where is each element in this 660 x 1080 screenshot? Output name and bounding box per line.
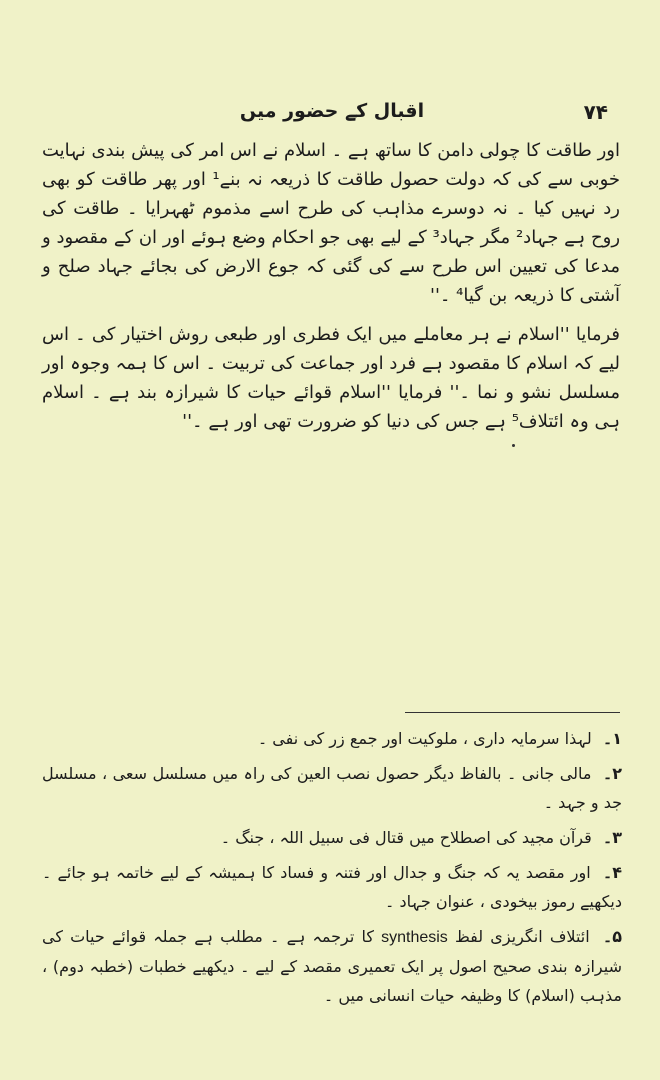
footnote [42, 724, 622, 753]
ink-speck [512, 444, 515, 447]
footnote [42, 858, 622, 916]
footnote [42, 759, 622, 817]
footnote-number: ۵۔ [602, 927, 623, 946]
running-title: اقبال کے حضور میں [239, 100, 425, 122]
paragraph: فرمایا ''اسلام نے ہر معاملے میں ایک فطری اور طبعی روش اختیار کی ۔ اس لیے کہ اسلام کا مقصود ہے فرد اور جماعت کی تربیت ۔ اس کا ہمہ وجوہ اور مسلسل نشو و نما ۔'' فرمایا ''اسلام قوائے حیات کا شیرازہ بند ہے ۔ اسلام ہی وہ ائتلاف⁵ ہے جس کی دنیا کو ضرورت تھی اور ہے ۔'' [42, 324, 620, 432]
body-text [42, 136, 620, 446]
page-number: ۷۴ [583, 100, 608, 124]
footnote-number: ۲۔ [602, 764, 622, 783]
footnote-number: ۱۔ [602, 729, 622, 748]
footnotes [42, 724, 622, 1016]
footnote-text: مالی جانی ۔ بالفاظ دیگر حصول نصب العین کی راہ میں مسلسل سعی ، مسلسل جد و جہد ۔ [42, 764, 622, 812]
footnote-number: ۴۔ [602, 863, 623, 882]
footnote-text: ائتلاف انگریزی لفظ [454, 927, 590, 946]
footnote-text: قرآن مجید کی اصطلاح میں قتال فی سبیل اللہ ، جنگ ۔ [220, 828, 592, 847]
footnote [42, 823, 622, 852]
footnote-text: لہذا سرمایہ داری ، ملوکیت اور جمع زر کی نفی ۔ [257, 729, 592, 748]
footnote-latin-term: synthesis [381, 929, 448, 946]
page-header [40, 100, 624, 130]
footnote-text: کا ترجمہ ہے ۔ مطلب ہے جملہ قوائے حیات کی شیرازہ بندی صحیح اصول پر ایک تعمیری مقصد کے لیے ۔ دیکھیے خطبات (خطبہ دوم) ، مذہب (اسلام) کا وظیفہ حیات انسانی میں ۔ [42, 927, 622, 1005]
footnote-number: ۳۔ [602, 828, 622, 847]
footnote-divider [405, 712, 620, 713]
footnote [42, 922, 622, 1010]
paragraph: اور طاقت کا چولی دامن کا ساتھ ہے ۔ اسلام نے اس امر کی پیش بندی نہایت خوبی سے کی کہ دولت حصول طاقت کا ذریعہ نہ بنے¹ اور پھر طاقت کو بھی رد نہیں کیا ۔ نہ دوسرے مذاہب کی طرح اسے مذموم ٹھہرایا ۔ طاقت کی روح ہے جہاد² مگر جہاد³ کے لیے بھی جو احکام وضع ہوئے اور ان کے مقصود و مدعا کی تعیین اس طرح سے کی گئی کہ جوع الارض کی بجائے جہاد صلح و آشتی کا ذریعہ بن گیا⁴ ۔'' [42, 140, 621, 306]
footnote-text: اور مقصد یہ کہ جنگ و جدال اور فتنہ و فساد کا ہمیشہ کے لیے خاتمہ ہو جائے ۔ دیکھیے رموز بیخودی ، عنوان جہاد ۔ [42, 863, 622, 911]
